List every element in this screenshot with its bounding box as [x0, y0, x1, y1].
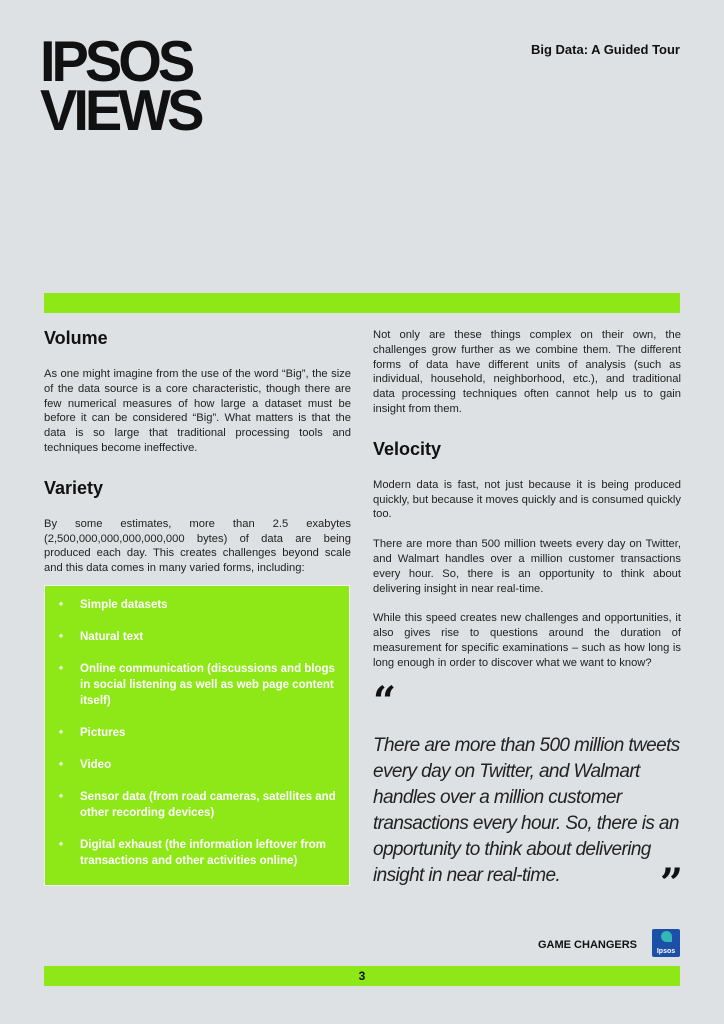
velocity-heading: Velocity — [373, 438, 442, 459]
volume-heading: Volume — [44, 328, 108, 348]
velocity-paragraph-1: Modern data is fast, not just because it is being produced quickly, but because it moves quickly and is consumed quickly too. — [373, 478, 681, 521]
logo-line-1: IPSOS — [40, 28, 192, 94]
list-item: • Natural text — [59, 629, 339, 645]
velocity-paragraph-3: While this speed creates new challenges and opportunities, it also gives rise to questions around the duration of measurement for specific examinations – such as how long is long enough in order to discover what we want to know? — [373, 612, 681, 669]
document-title: Big Data: A Guided Tour — [530, 42, 680, 57]
list-item: • Video — [59, 757, 339, 773]
series-label: GAME CHANGERS — [538, 939, 638, 951]
list-item: • Pictures — [59, 725, 339, 741]
header-divider-bar — [44, 293, 680, 313]
pull-quote: There are more than 500 million tweets every day on Twitter, and Walmart handles over a million customer transactions every hour. So, there is an opportunity to think about delivering insight in near real-time. — [373, 735, 680, 886]
list-item: • Digital exhaust (the information leftover from transactions and other activities online) — [59, 837, 339, 869]
brand-text: Ipsos — [656, 948, 676, 955]
close-quote-icon: ” — [660, 860, 684, 907]
variety-paragraph: By some estimates, more than 2.5 exabytes (2,500,000,000,000,000,000 bytes) of data are being produced each day. This creates challenges beyond scale and this data comes in many varied forms, including: — [44, 517, 351, 575]
ipsos-brand-icon — [652, 929, 680, 957]
variety-list — [45, 586, 349, 869]
list-item: • Simple datasets — [59, 597, 339, 613]
volume-paragraph: As one might imagine from the use of the word “Big”, the size of the data source is a core characteristic, though there are few numerical measures of how large a dataset must be before it can be considered “Big”. What matters is that the data is so large that traditional processing tools and techniques become ineffective. — [44, 368, 351, 454]
intro-paragraph: Not only are these things complex on their own, the challenges grow further as we combine them. The different forms of data have different units of analysis (such as individual, household, neighborhood, etc.), and traditional data processing techniques often cannot help us to gain insight from them. — [373, 329, 681, 415]
list-item: • Online communication (discussions and blogs in social listening as well as web page content itself) — [59, 661, 339, 709]
page-number: 3 — [44, 966, 680, 986]
variety-heading: Variety — [44, 477, 104, 498]
left-column — [44, 328, 351, 576]
right-column — [373, 328, 681, 671]
list-item: • Sensor data (from road cameras, satellites and other recording devices) — [59, 789, 339, 821]
logo-line-2: VIEWS — [40, 77, 201, 143]
variety-list-box — [44, 585, 350, 886]
open-quote-icon: “ — [373, 678, 397, 725]
ipsos-views-logo — [40, 28, 201, 143]
velocity-paragraph-2: There are more than 500 million tweets every day on Twitter, and Walmart handles over a million customer transactions every hour. So, there is an opportunity to think about delivering insight in near real-time. — [373, 538, 681, 595]
